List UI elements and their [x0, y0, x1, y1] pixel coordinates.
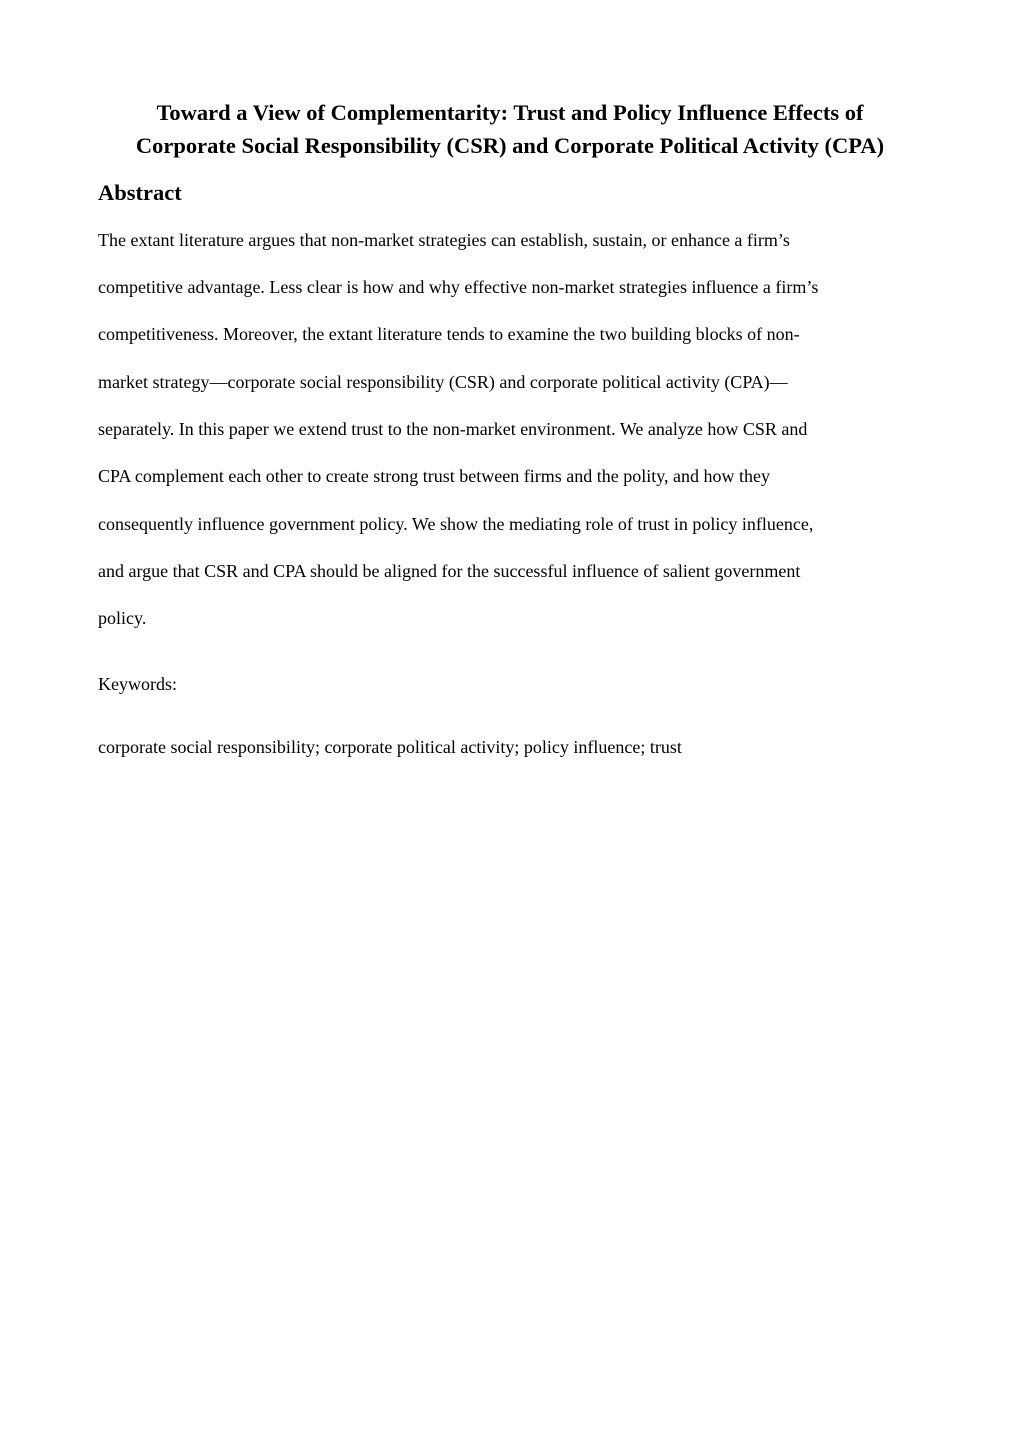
keywords-list: corporate social responsibility; corporate political activity; policy influence; trust [98, 737, 682, 757]
abstract-heading: Abstract [98, 180, 182, 205]
abstract-line-8: and argue that CSR and CPA should be aligned for the successful influence of salient government [98, 561, 801, 581]
paper-title [60, 96, 960, 162]
keywords-label: Keywords: [98, 674, 177, 694]
paper-title-line-1: Toward a View of Complementarity: Trust and Policy Influence Effects of [156, 100, 864, 125]
abstract-line-9: policy. [98, 608, 147, 628]
abstract-line-2: competitive advantage. Less clear is how and why effective non-market strategies influence a firm’s [98, 277, 819, 297]
abstract-line-5: separately. In this paper we extend trust to the non-market environment. We analyze how CSR and [98, 419, 808, 439]
abstract-line-6: CPA complement each other to create strong trust between firms and the polity, and how they [98, 466, 771, 486]
abstract-line-3: competitiveness. Moreover, the extant literature tends to examine the two building blocks of non- [98, 324, 800, 344]
abstract-line-4: market strategy—corporate social responsibility (CSR) and corporate political activity (CPA)— [98, 372, 788, 392]
abstract-line-7: consequently influence government policy. We show the mediating role of trust in policy influence, [98, 514, 814, 534]
abstract-line-1: The extant literature argues that non-market strategies can establish, sustain, or enhance a firm’s [98, 230, 790, 250]
paper-title-line-2: Corporate Social Responsibility (CSR) and Corporate Political Activity (CPA) [135, 133, 885, 158]
